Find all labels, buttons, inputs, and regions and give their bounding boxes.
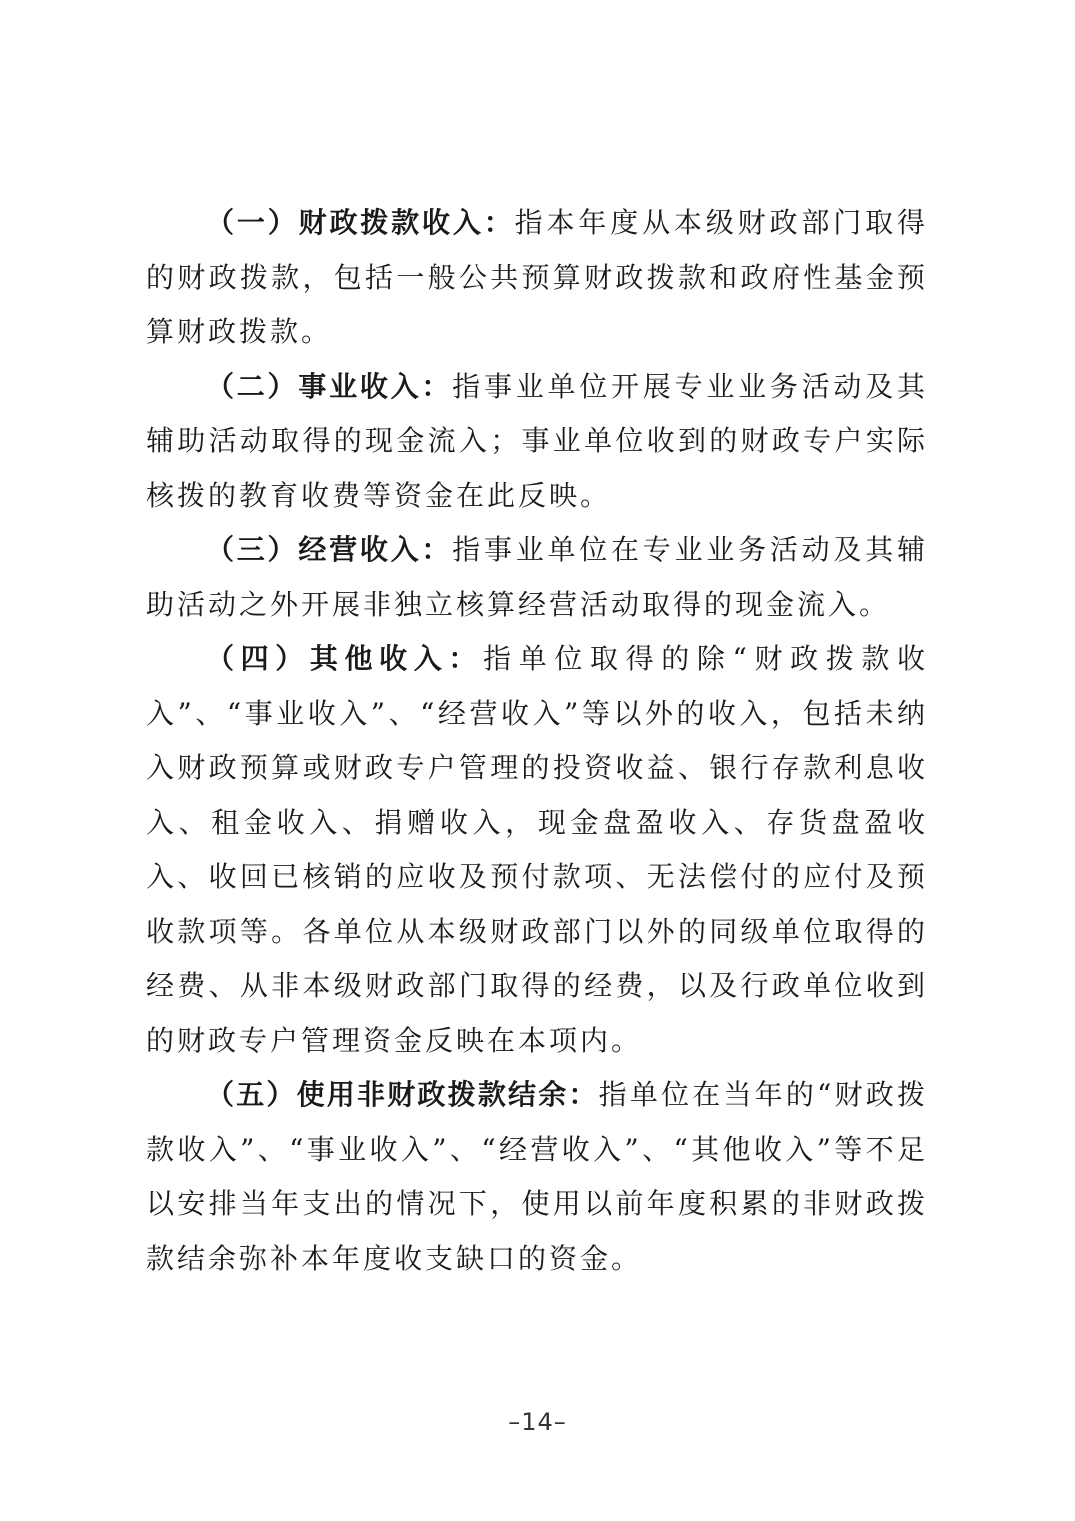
section-5-heading: （五）使用非财政拨款结余：: [206, 1078, 599, 1111]
section-3-paragraph: [146, 523, 928, 632]
section-4-paragraph: [146, 632, 928, 1068]
section-4-heading: （四）其他收入：: [206, 642, 484, 675]
section-2-paragraph: [146, 360, 928, 524]
section-3-text: 指事业单位在专业业务活动及其辅助活动之外开展非独立核算经营活动取得的现金流入。: [146, 533, 928, 621]
page-number: –14–: [508, 1408, 567, 1436]
section-5-paragraph: [146, 1068, 928, 1286]
section-4-text: 指单位取得的除“财政拨款收入”、“事业收入”、“经营收入”等以外的收入，包括未纳入财政预算或财政专户管理的投资收益、银行存款利息收入、租金收入、捐赠收入，现金盘盈收入、存货盘盈收入、收回已核销的应收及预付款项、无法偿付的应付及预收款项等。各单位从本级财政部门以外的同级单位取得的经费、从非本级财政部门取得的经费，以及行政单位收到的财政专户管理资金反映在本项内。: [146, 642, 928, 1057]
section-1-text: 指本年度从本级财政部门取得的财政拨款，包括一般公共预算财政拨款和政府性基金预算财政拨款。: [146, 206, 928, 348]
document-body: [146, 196, 928, 1286]
section-3-heading: （三）经营收入：: [206, 533, 453, 566]
section-5-text: 指单位在当年的“财政拨款收入”、“事业收入”、“经营收入”、“其他收入”等不足以安排当年支出的情况下，使用以前年度积累的非财政拨款结余弥补本年度收支缺口的资金。: [146, 1078, 928, 1275]
section-1-heading: （一）财政拨款收入：: [206, 206, 515, 239]
section-2-heading: （二）事业收入：: [206, 369, 453, 403]
section-1-paragraph: [146, 196, 928, 360]
section-2-text: 指事业单位开展专业业务活动及其辅助活动取得的现金流入；事业单位收到的财政专户实际核拨的教育收费等资金在此反映。: [146, 369, 928, 512]
